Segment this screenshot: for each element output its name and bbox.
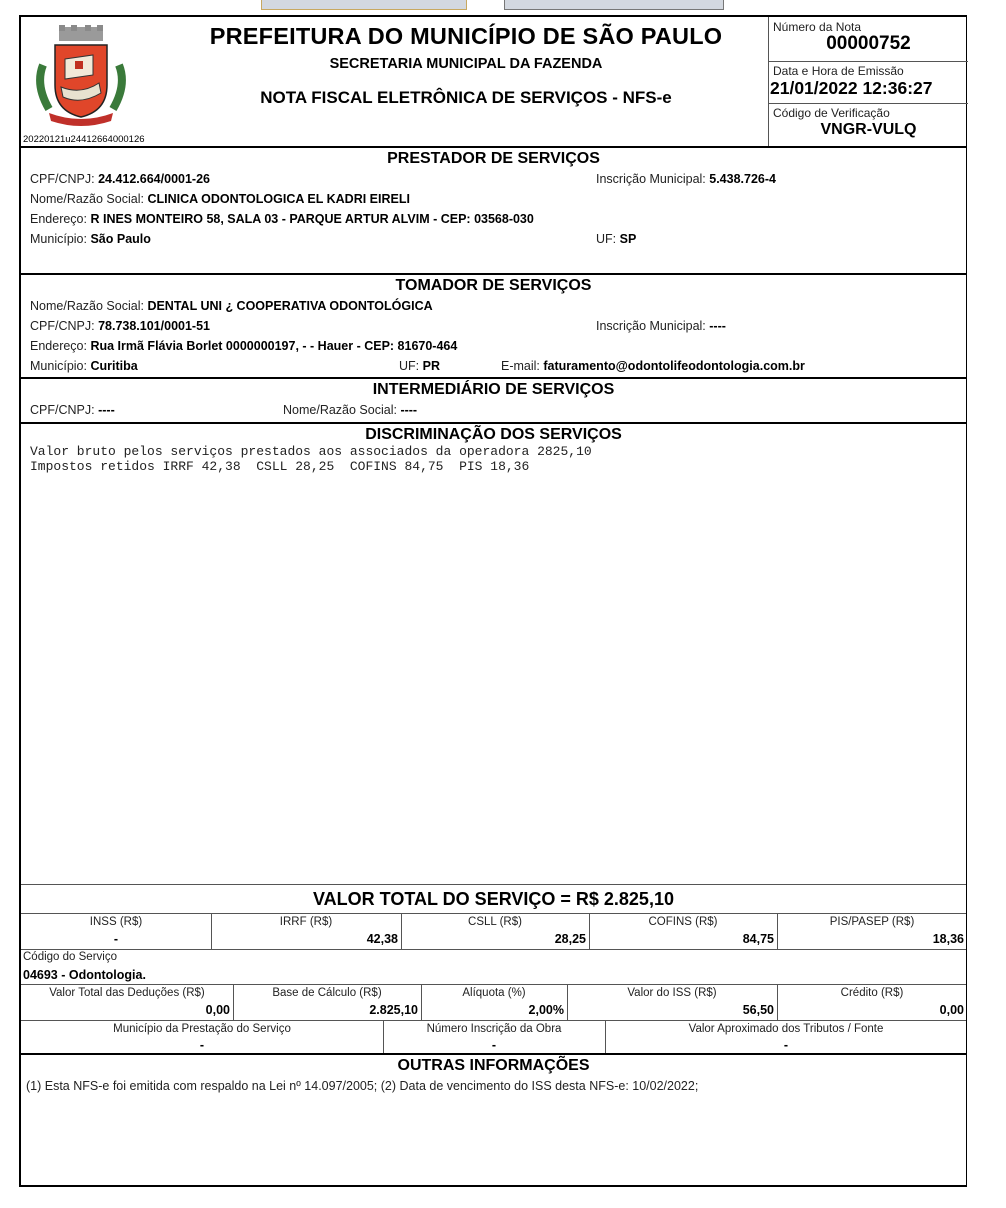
tomador-title: TOMADOR DE SERVIÇOS xyxy=(395,277,592,294)
iss-valor: Valor do ISS (R$) 56,50 xyxy=(627,987,774,1017)
tomador-nome: Nome/Razão Social: DENTAL UNI ¿ COOPERATIVA ODONTOLÓGICA xyxy=(30,299,433,313)
iss-aliquota: Alíquota (%) 2,00% xyxy=(462,987,564,1017)
top-button-2[interactable] xyxy=(504,0,724,10)
data-emissao-value: 21/01/2022 12:36:27 xyxy=(770,78,933,98)
prestador-endereco: Endereço: R INES MONTEIRO 58, SALA 03 - PARQUE ARTUR ALVIM - CEP: 03568-030 xyxy=(30,212,534,226)
outras-informacoes-title: OUTRAS INFORMAÇÕES xyxy=(397,1057,590,1074)
prestador-municipio: Município: São Paulo xyxy=(30,232,151,246)
tomador-uf: UF: PR xyxy=(399,359,440,373)
discriminacao-line-1: Valor bruto pelos serviços prestados aos associados da operadora 2825,10 xyxy=(30,444,592,459)
intermediario-cnpj: CPF/CNPJ: ---- xyxy=(30,403,115,417)
numero-nota-label: Número da Nota xyxy=(773,20,862,34)
nota-meta-box xyxy=(768,17,968,148)
barcode-text: 20220121u24412664000126 xyxy=(23,134,145,145)
tomador-municipio: Município: Curitiba xyxy=(30,359,138,373)
retencao-csll: CSLL (R$) 28,25 xyxy=(468,916,586,946)
nfse-document xyxy=(19,15,967,1187)
tomador-inscricao: Inscrição Municipal: ---- xyxy=(596,319,726,333)
coat-of-arms-icon xyxy=(31,25,131,129)
valor-aproximado-tributos: Valor Aproximado dos Tributos / Fonte - xyxy=(688,1023,884,1052)
intermediario-nome: Nome/Razão Social: ---- xyxy=(283,403,418,417)
codigo-verificacao-value: VNGR-VULQ xyxy=(820,121,917,138)
numero-nota-value: 00000752 xyxy=(826,33,911,54)
prestador-nome: Nome/Razão Social: CLINICA ODONTOLOGICA EL KADRI EIRELI xyxy=(30,192,410,206)
iss-deducoes: Valor Total das Deduções (R$) 0,00 xyxy=(49,987,230,1017)
numero-inscricao-obra: Número Inscrição da Obra - xyxy=(426,1023,562,1052)
tomador-cnpj: CPF/CNPJ: 78.738.101/0001-51 xyxy=(30,319,210,333)
retencao-pis: PIS/PASEP (R$) 18,36 xyxy=(829,916,964,946)
valor-total: VALOR TOTAL DO SERVIÇO = R$ 2.825,10 xyxy=(313,889,674,909)
outras-informacoes-text: (1) Esta NFS-e foi emitida com respaldo na Lei nº 14.097/2005; (2) Data de vencimento do ISS desta NFS-e: 10/02/2022; xyxy=(26,1079,699,1093)
prestador-title: PRESTADOR DE SERVIÇOS xyxy=(387,150,600,167)
tomador-email: E-mail: faturamento@odontolifeodontologia.com.br xyxy=(501,359,805,373)
retencao-cofins: COFINS (R$) 84,75 xyxy=(648,916,774,946)
retencao-irrf: IRRF (R$) 42,38 xyxy=(279,916,398,946)
prestador-cnpj: CPF/CNPJ: 24.412.664/0001-26 xyxy=(30,172,210,186)
codigo-verificacao-label: Código de Verificação xyxy=(773,106,890,120)
secretaria-subtitle: SECRETARIA MUNICIPAL DA FAZENDA xyxy=(329,56,603,72)
intermediario-title: INTERMEDIÁRIO DE SERVIÇOS xyxy=(372,381,615,398)
document-type-title: NOTA FISCAL ELETRÔNICA DE SERVIÇOS - NFS-e xyxy=(260,88,672,107)
codigo-servico-label: Código do Serviço xyxy=(23,951,117,963)
prestador-uf: UF: SP xyxy=(596,232,637,246)
iss-credito: Crédito (R$) 0,00 xyxy=(840,987,964,1017)
prestador-inscricao: Inscrição Municipal: 5.438.726-4 xyxy=(596,172,776,186)
tomador-endereco: Endereço: Rua Irmã Flávia Borlet 0000000197, - - Hauer - CEP: 81670-464 xyxy=(30,339,458,353)
prefeitura-title: PREFEITURA DO MUNICÍPIO DE SÃO PAULO xyxy=(209,23,723,49)
discriminacao-title: DISCRIMINAÇÃO DOS SERVIÇOS xyxy=(365,426,622,443)
top-button-1[interactable] xyxy=(261,0,467,10)
retencao-inss: INSS (R$) - xyxy=(89,916,143,946)
iss-base-calculo: Base de Cálculo (R$) 2.825,10 xyxy=(272,987,418,1017)
codigo-servico-value: 04693 - Odontologia. xyxy=(23,968,146,982)
municipio-prestacao: Município da Prestação do Serviço - xyxy=(113,1023,291,1052)
data-emissao-label: Data e Hora de Emissão xyxy=(773,64,904,78)
discriminacao-line-2: Impostos retidos IRRF 42,38 CSLL 28,25 COFINS 84,75 PIS 18,36 xyxy=(30,459,530,474)
